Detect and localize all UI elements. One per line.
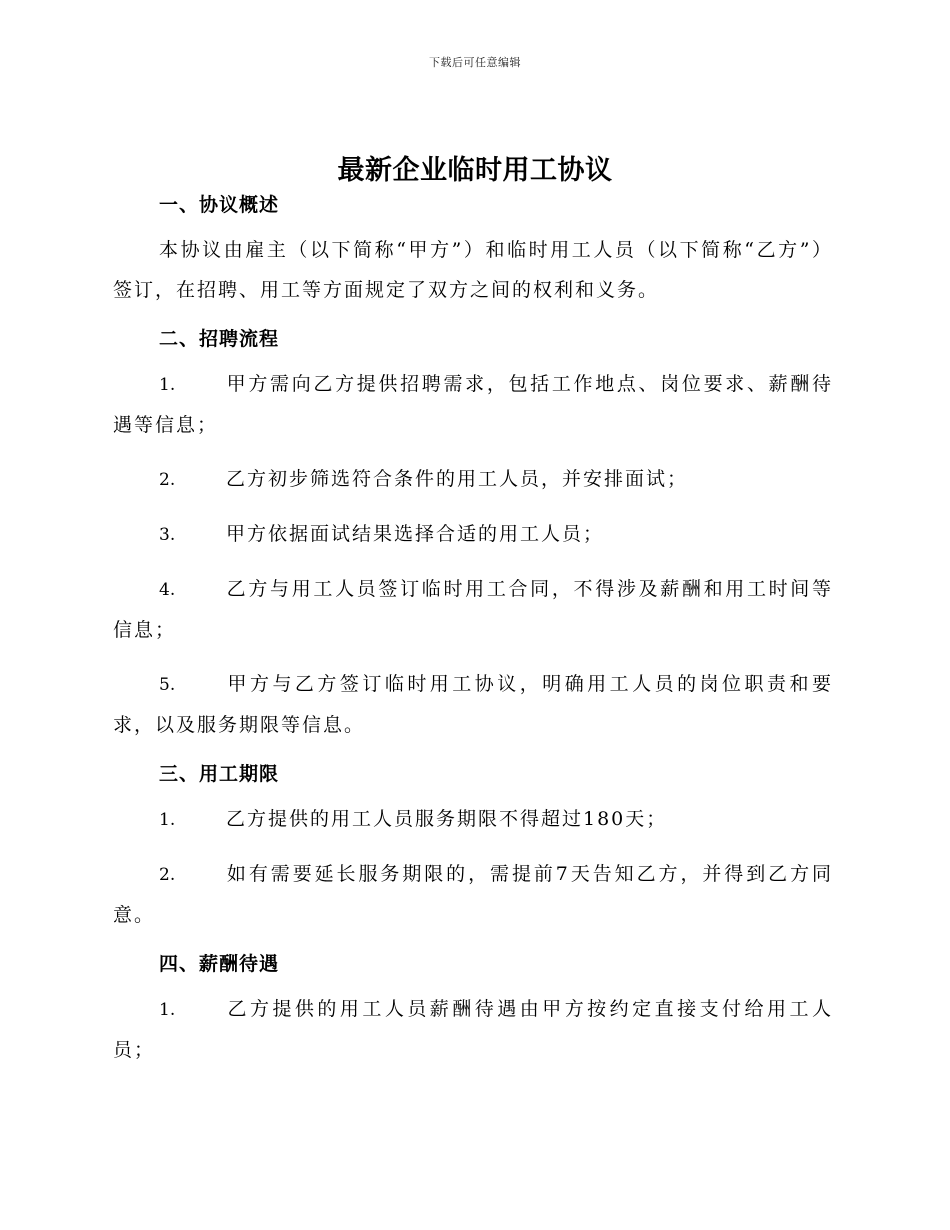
item-text: 乙方与用工人员签订临时用工合同，不得涉及薪酬和用工时间等信息； — [113, 578, 833, 641]
item-number: 1. — [159, 375, 176, 395]
item-text: 如有需要延长服务期限的，需提前7天告知乙方，并得到乙方同意。 — [113, 863, 833, 926]
list-item — [113, 989, 833, 1070]
item-number: 2. — [159, 865, 176, 885]
section-heading: 三、用工期限 — [159, 763, 280, 785]
item-number: 5. — [159, 675, 176, 695]
list-item — [113, 664, 833, 745]
item-number: 3. — [159, 525, 176, 545]
list-item — [113, 799, 833, 840]
section-heading: 二、招聘流程 — [159, 328, 280, 350]
section-heading: 一、协议概述 — [159, 194, 280, 216]
document-title: 最新企业临时用工协议 — [337, 155, 613, 186]
list-item — [113, 569, 833, 650]
section-compensation — [113, 949, 833, 1070]
paragraph: 本协议由雇主（以下简称“甲方”）和临时用工人员（以下简称“乙方”）签订，在招聘、用工等方面规定了双方之间的权利和义务。 — [113, 239, 833, 301]
item-text: 甲方与乙方签订临时用工协议，明确用工人员的岗位职责和要求，以及服务期限等信息。 — [113, 673, 833, 736]
item-text: 甲方需向乙方提供招聘需求，包括工作地点、岗位要求、薪酬待遇等信息； — [113, 373, 833, 436]
section-employment-term — [113, 759, 833, 935]
section-recruitment — [113, 324, 833, 745]
item-text: 甲方依据面试结果选择合适的用工人员； — [226, 523, 605, 545]
item-text: 乙方提供的用工人员服务期限不得超过180天； — [226, 808, 668, 830]
list-item — [113, 459, 833, 500]
list-item — [113, 854, 833, 935]
document-body — [113, 190, 833, 1070]
item-number: 4. — [159, 580, 176, 600]
item-text: 乙方提供的用工人员薪酬待遇由甲方按约定直接支付给用工人员； — [113, 998, 833, 1061]
list-item — [113, 364, 833, 445]
item-text: 乙方初步筛选符合条件的用工人员，并安排面试； — [226, 468, 689, 490]
header-note: 下载后可任意编辑 — [429, 56, 521, 69]
item-number: 1. — [159, 1000, 176, 1020]
list-item — [113, 514, 833, 555]
item-number: 2. — [159, 470, 176, 490]
item-number: 1. — [159, 810, 176, 830]
section-overview — [113, 190, 833, 310]
section-heading: 四、薪酬待遇 — [159, 953, 280, 975]
